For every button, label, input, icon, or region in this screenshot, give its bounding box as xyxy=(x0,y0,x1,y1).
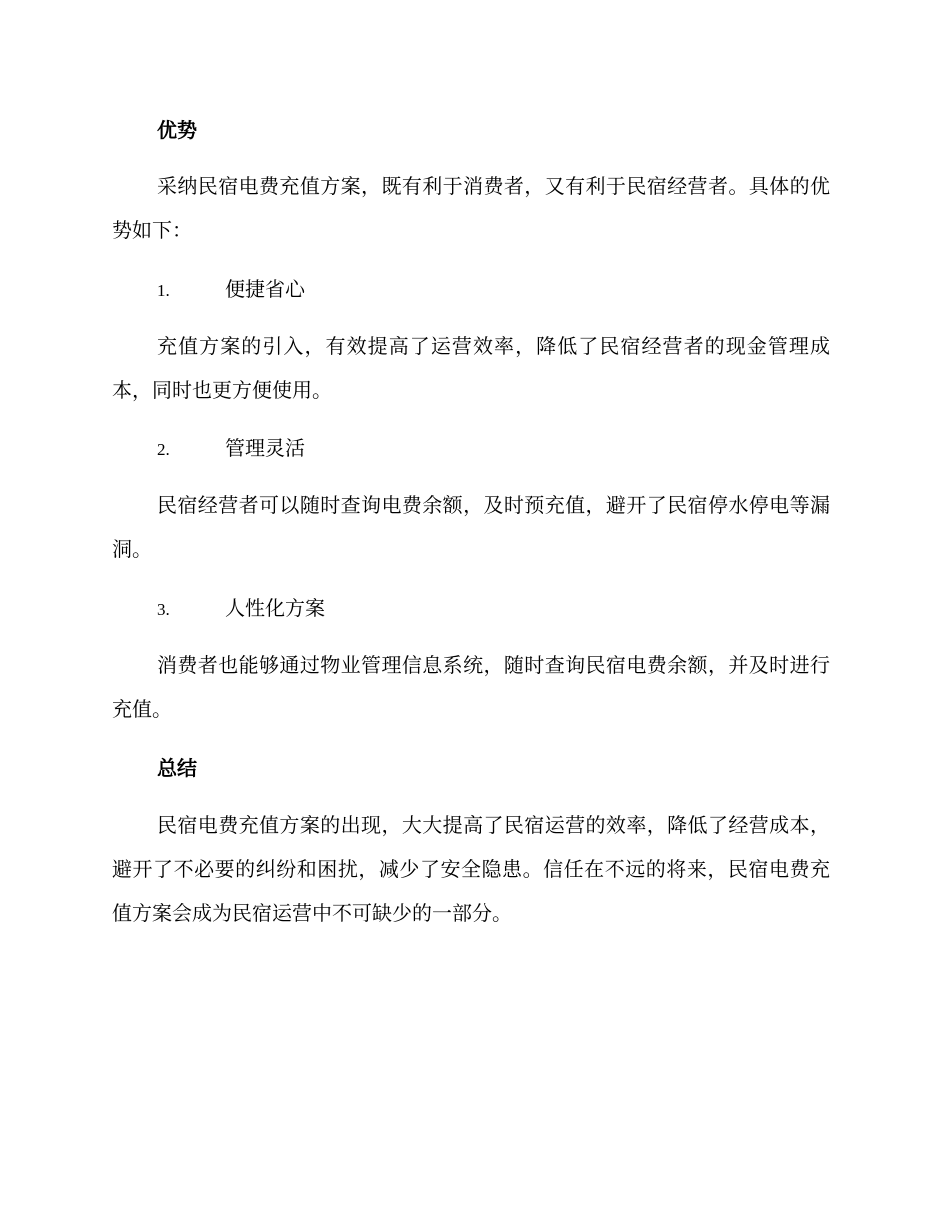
list-number: 1. xyxy=(157,281,170,300)
list-number: 2. xyxy=(157,440,170,459)
list-item-1 xyxy=(157,275,305,305)
list-item-title: 管理灵活 xyxy=(225,436,305,460)
list-item-2 xyxy=(157,434,305,464)
list-item-2-paragraph: 民宿经营者可以随时查询电费余额，及时预充值，避开了民宿停水停电等漏洞。 xyxy=(112,493,830,561)
list-number: 3. xyxy=(157,600,170,619)
list-item-title: 便捷省心 xyxy=(225,277,305,301)
list-item-3 xyxy=(157,594,325,624)
section-heading-summary: 总结 xyxy=(157,756,197,780)
list-item-3-paragraph: 消费者也能够通过物业管理信息系统，随时查询民宿电费余额，并及时进行充值。 xyxy=(112,653,830,721)
summary-paragraph: 民宿电费充值方案的出现，大大提高了民宿运营的效率，降低了经营成本，避开了不必要的纠纷和困扰，减少了安全隐患。信任在不远的将来，民宿电费充值方案会成为民宿运营中不可缺少的一部分。 xyxy=(112,813,830,925)
section-heading-advantages: 优势 xyxy=(157,118,197,142)
list-item-title: 人性化方案 xyxy=(225,596,325,620)
list-item-1-paragraph: 充值方案的引入，有效提高了运营效率，降低了民宿经营者的现金管理成本，同时也更方便使用。 xyxy=(112,334,830,402)
intro-paragraph: 采纳民宿电费充值方案，既有利于消费者，又有利于民宿经营者。具体的优势如下： xyxy=(112,174,830,242)
